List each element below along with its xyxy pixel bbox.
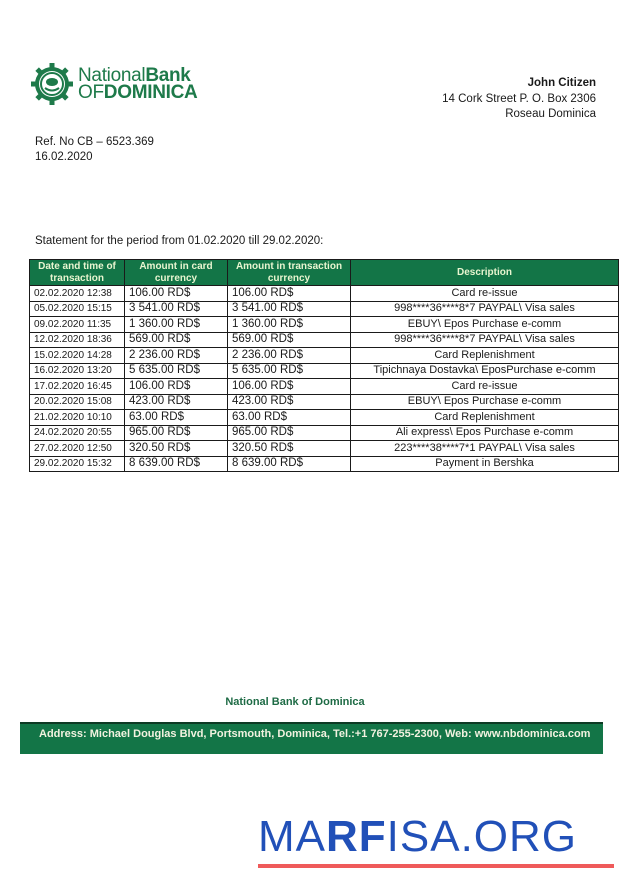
column-header-tx-amount: Amount in transaction currency bbox=[228, 260, 351, 286]
footer-address-band bbox=[20, 722, 603, 754]
document-date: 16.02.2020 bbox=[35, 151, 93, 163]
cell-datetime: 15.02.2020 14:28 bbox=[30, 348, 125, 364]
cell-tx-amount: 5 635.00 RD$ bbox=[228, 363, 351, 379]
footer-bank-name: National Bank of Dominica bbox=[225, 696, 365, 708]
gear-emblem-icon bbox=[30, 62, 74, 106]
recipient-address-line1: 14 Cork Street P. O. Box 2306 bbox=[442, 92, 596, 105]
table-header-row bbox=[30, 260, 619, 286]
table-row bbox=[30, 441, 619, 457]
cell-datetime: 09.02.2020 11:35 bbox=[30, 317, 125, 333]
table-row bbox=[30, 379, 619, 395]
table-row bbox=[30, 363, 619, 379]
table-row bbox=[30, 301, 619, 317]
watermark-underline bbox=[258, 864, 614, 868]
cell-card-amount: 63.00 RD$ bbox=[125, 410, 228, 426]
column-header-card-amount: Amount in card currency bbox=[125, 260, 228, 286]
cell-description: Card re-issue bbox=[351, 286, 619, 302]
cell-card-amount: 106.00 RD$ bbox=[125, 379, 228, 395]
cell-card-amount: 320.50 RD$ bbox=[125, 441, 228, 457]
column-header-datetime: Date and time of transaction bbox=[30, 260, 125, 286]
cell-card-amount: 3 541.00 RD$ bbox=[125, 301, 228, 317]
watermark-text-part3: ISA.ORG bbox=[386, 812, 578, 861]
cell-card-amount: 2 236.00 RD$ bbox=[125, 348, 228, 364]
cell-tx-amount: 2 236.00 RD$ bbox=[228, 348, 351, 364]
table-row bbox=[30, 456, 619, 472]
watermark-text-part1: MA bbox=[258, 812, 326, 861]
cell-description: Payment in Bershka bbox=[351, 456, 619, 472]
footer-address-text: Address: Michael Douglas Blvd, Portsmouth, Dominica, Tel.:+1 767-255-2300, Web: www.nbdominica.com bbox=[39, 728, 591, 740]
cell-card-amount: 965.00 RD$ bbox=[125, 425, 228, 441]
reference-block bbox=[35, 135, 154, 165]
cell-datetime: 16.02.2020 13:20 bbox=[30, 363, 125, 379]
table-row bbox=[30, 286, 619, 302]
statement-period-title: Statement for the period from 01.02.2020 till 29.02.2020: bbox=[35, 235, 324, 247]
recipient-name: John Citizen bbox=[527, 77, 596, 89]
logo-word-bank: Bank bbox=[145, 65, 191, 86]
logo-word-of: OF bbox=[78, 82, 104, 103]
cell-tx-amount: 965.00 RD$ bbox=[228, 425, 351, 441]
cell-tx-amount: 423.00 RD$ bbox=[228, 394, 351, 410]
table-row bbox=[30, 332, 619, 348]
cell-tx-amount: 8 639.00 RD$ bbox=[228, 456, 351, 472]
cell-card-amount: 106.00 RD$ bbox=[125, 286, 228, 302]
cell-card-amount: 1 360.00 RD$ bbox=[125, 317, 228, 333]
table-row bbox=[30, 317, 619, 333]
cell-datetime: 20.02.2020 15:08 bbox=[30, 394, 125, 410]
cell-description: Card Replenishment bbox=[351, 410, 619, 426]
cell-card-amount: 569.00 RD$ bbox=[125, 332, 228, 348]
cell-datetime: 27.02.2020 12:50 bbox=[30, 441, 125, 457]
bank-logo bbox=[30, 62, 197, 106]
cell-card-amount: 423.00 RD$ bbox=[125, 394, 228, 410]
cell-description: 998****36****8*7 PAYPAL\ Visa sales bbox=[351, 301, 619, 317]
cell-datetime: 29.02.2020 15:32 bbox=[30, 456, 125, 472]
watermark-logo bbox=[258, 812, 614, 868]
cell-datetime: 02.02.2020 12:38 bbox=[30, 286, 125, 302]
logo-word-dominica: DOMINICA bbox=[103, 82, 198, 103]
cell-description: Ali express\ Epos Purchase e-comm bbox=[351, 425, 619, 441]
cell-tx-amount: 63.00 RD$ bbox=[228, 410, 351, 426]
cell-tx-amount: 3 541.00 RD$ bbox=[228, 301, 351, 317]
recipient-address-line2: Roseau Dominica bbox=[505, 108, 596, 120]
cell-datetime: 17.02.2020 16:45 bbox=[30, 379, 125, 395]
table-row bbox=[30, 348, 619, 364]
cell-tx-amount: 106.00 RD$ bbox=[228, 286, 351, 302]
transactions-table bbox=[29, 259, 619, 472]
reference-number: Ref. No CB – 6523.369 bbox=[35, 136, 154, 148]
cell-description: EBUY\ Epos Purchase e-comm bbox=[351, 394, 619, 410]
cell-tx-amount: 569.00 RD$ bbox=[228, 332, 351, 348]
cell-tx-amount: 106.00 RD$ bbox=[228, 379, 351, 395]
cell-description: Card re-issue bbox=[351, 379, 619, 395]
cell-datetime: 21.02.2020 10:10 bbox=[30, 410, 125, 426]
table-row bbox=[30, 425, 619, 441]
cell-datetime: 12.02.2020 18:36 bbox=[30, 332, 125, 348]
cell-description: 998****36****8*7 PAYPAL\ Visa sales bbox=[351, 332, 619, 348]
cell-tx-amount: 1 360.00 RD$ bbox=[228, 317, 351, 333]
cell-datetime: 24.02.2020 20:55 bbox=[30, 425, 125, 441]
cell-card-amount: 8 639.00 RD$ bbox=[125, 456, 228, 472]
cell-tx-amount: 320.50 RD$ bbox=[228, 441, 351, 457]
cell-description: Card Replenishment bbox=[351, 348, 619, 364]
cell-description: Tipichnaya Dostavka\ EposPurchase e-comm bbox=[351, 363, 619, 379]
cell-description: 223****38****7*1 PAYPAL\ Visa sales bbox=[351, 441, 619, 457]
cell-card-amount: 5 635.00 RD$ bbox=[125, 363, 228, 379]
recipient-address-block bbox=[442, 76, 596, 123]
cell-datetime: 05.02.2020 15:15 bbox=[30, 301, 125, 317]
cell-description: EBUY\ Epos Purchase e-comm bbox=[351, 317, 619, 333]
table-row bbox=[30, 410, 619, 426]
table-row bbox=[30, 394, 619, 410]
watermark-text-part2: RF bbox=[326, 812, 387, 861]
column-header-description: Description bbox=[351, 260, 619, 286]
logo-word-national: National bbox=[78, 65, 146, 86]
